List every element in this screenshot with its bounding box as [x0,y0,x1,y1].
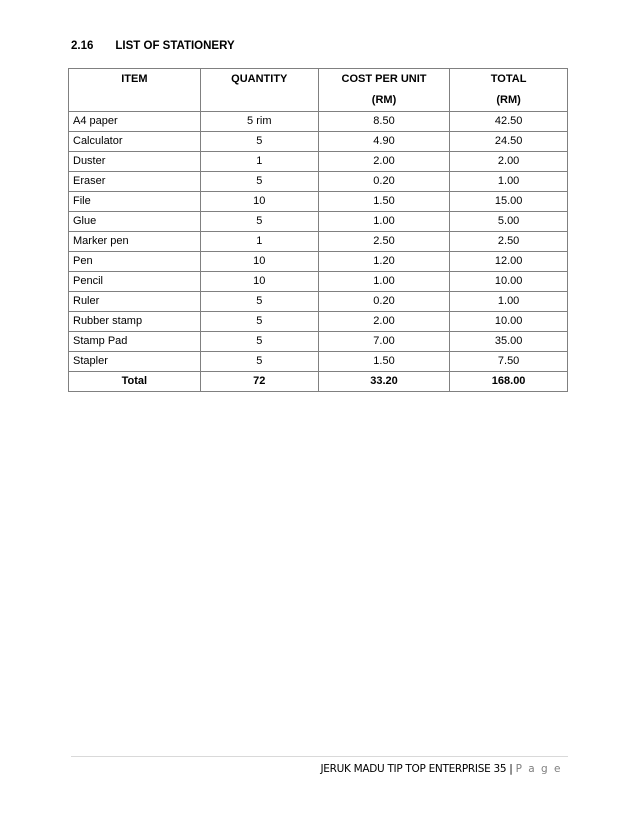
footer-separator: | [509,763,513,775]
table-row [69,232,568,252]
cell-cost-per-unit: 1.00 [318,212,449,232]
cell-quantity: 5 [200,292,318,312]
cell-quantity: 5 [200,312,318,332]
cell-cost-per-unit: 1.20 [318,252,449,272]
cell-item: File [69,192,201,212]
cell-cost-per-unit: 4.90 [318,132,449,152]
cell-total: 1.00 [450,292,568,312]
section-heading [71,40,235,52]
cell-cost-per-unit: 2.00 [318,312,449,332]
section-title: LIST OF STATIONERY [115,40,235,52]
cell-total: 2.00 [450,152,568,172]
cell-quantity: 5 [200,352,318,372]
cell-total: 1.00 [450,172,568,192]
total-quantity: 72 [200,372,318,392]
cell-quantity: 5 [200,212,318,232]
table-row [69,172,568,192]
cell-total: 5.00 [450,212,568,232]
cell-quantity: 1 [200,152,318,172]
cell-cost-per-unit: 7.00 [318,332,449,352]
cell-quantity: 10 [200,192,318,212]
footer-page-word: P a g e [515,763,562,775]
header-item: ITEM [69,69,201,112]
cell-item: Pen [69,252,201,272]
cell-quantity: 1 [200,232,318,252]
cell-quantity: 5 [200,172,318,192]
cell-item: Calculator [69,132,201,152]
cell-item: Glue [69,212,201,232]
cell-quantity: 10 [200,252,318,272]
footer-company: JERUK MADU TIP TOP ENTERPRISE [320,763,491,775]
cell-item: Marker pen [69,232,201,252]
cell-item: Rubber stamp [69,312,201,332]
table-header-row [69,69,568,112]
cell-total: 12.00 [450,252,568,272]
cell-item: Stapler [69,352,201,372]
cell-total: 24.50 [450,132,568,152]
cell-cost-per-unit: 0.20 [318,292,449,312]
table-row [69,292,568,312]
cell-total: 35.00 [450,332,568,352]
total-cost: 33.20 [318,372,449,392]
header-cost-per-unit: COST PER UNIT (RM) [318,69,449,112]
table-row [69,272,568,292]
cell-cost-per-unit: 0.20 [318,172,449,192]
cell-total: 15.00 [450,192,568,212]
cell-item: A4 paper [69,112,201,132]
cell-cost-per-unit: 1.00 [318,272,449,292]
table-row [69,152,568,172]
footer-page-number: 35 [493,763,507,775]
total-label: Total [69,372,201,392]
header-total: TOTAL (RM) [450,69,568,112]
table-body [69,112,568,392]
table-row [69,252,568,272]
table-total-row [69,372,568,392]
cell-item: Duster [69,152,201,172]
cell-item: Pencil [69,272,201,292]
table-row [69,352,568,372]
cell-item: Ruler [69,292,201,312]
cell-total: 2.50 [450,232,568,252]
footer-divider [71,756,568,757]
cell-quantity: 10 [200,272,318,292]
cell-cost-per-unit: 1.50 [318,352,449,372]
cell-total: 10.00 [450,312,568,332]
cell-cost-per-unit: 1.50 [318,192,449,212]
table-row [69,112,568,132]
table-row [69,192,568,212]
cell-item: Stamp Pad [69,332,201,352]
page-footer [320,763,562,775]
cell-total: 10.00 [450,272,568,292]
cell-total: 42.50 [450,112,568,132]
stationery-table [68,68,568,392]
cell-cost-per-unit: 8.50 [318,112,449,132]
header-quantity: QUANTITY [200,69,318,112]
cell-item: Eraser [69,172,201,192]
section-number: 2.16 [71,40,94,52]
table-row [69,132,568,152]
cell-total: 7.50 [450,352,568,372]
cell-cost-per-unit: 2.50 [318,232,449,252]
cell-quantity: 5 [200,332,318,352]
total-total: 168.00 [450,372,568,392]
cell-cost-per-unit: 2.00 [318,152,449,172]
table-row [69,212,568,232]
table-row [69,332,568,352]
cell-quantity: 5 rim [200,112,318,132]
table-row [69,312,568,332]
cell-quantity: 5 [200,132,318,152]
